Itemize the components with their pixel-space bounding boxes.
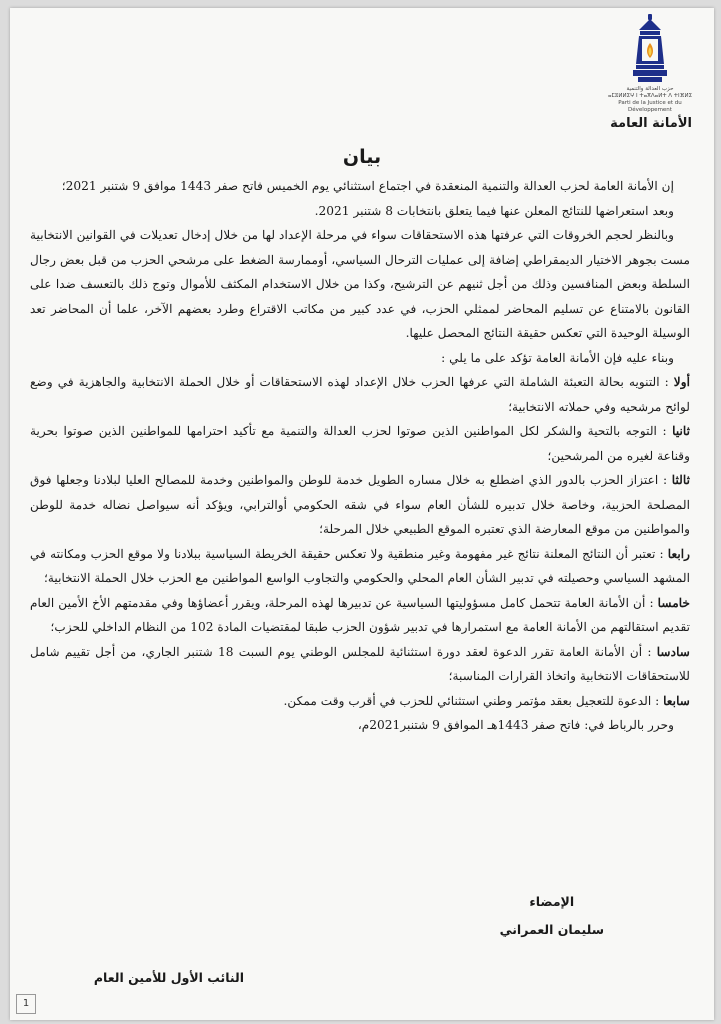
item-label: رابعا — [667, 546, 690, 561]
party-logo — [604, 14, 696, 114]
deputy-title: النائب الأول للأمين العام — [93, 970, 244, 985]
list-item — [30, 640, 690, 689]
signature-block — [500, 888, 604, 944]
logo-party-name-tifinagh: ⴰⵎⵓⵍⵍⵉⵖ ⵏ ⵜⴰⴳⴷⴰⵍⵜ ⴷ ⵜⵏⴼⵍⵉ — [607, 93, 693, 99]
paragraph-3: وبناء عليه فإن الأمانة العامة تؤكد على ما يلي : — [441, 350, 674, 365]
list-item — [30, 591, 690, 640]
document-title: بيان — [342, 146, 382, 168]
list-item — [30, 689, 690, 714]
item-text: : أن الأمانة العامة تتحمل كامل مسؤوليتها السياسية عن تدبيرها لهذه المرحلة، ويقرر أعضاؤها وفي مقدمتهم الأخ الأمين العام تقديم استقالتهم من الأمانة العامة مع استمرارها في تدبير شؤون الحزب طبقا لمقتضيات المادة 102 من النظام الداخلي للحزب؛ — [30, 595, 690, 634]
item-label: سابعا — [663, 693, 690, 708]
list-item — [30, 542, 690, 591]
intro-paragraph: إن الأمانة العامة لحزب العدالة والتنمية المنعقدة في اجتماع استثنائي يوم الخميس فاتح صفر 1443 موافق 9 شتنبر 2021؛ — [61, 179, 674, 193]
list-item — [30, 370, 690, 419]
closing-line: وحرر بالرباط في: فاتح صفر 1443هـ الموافق 9 شتنبر2021م، — [357, 718, 674, 732]
item-label: ثالثا — [671, 473, 690, 487]
item-label: سادسا — [656, 644, 690, 659]
department-name: الأمانة العامة — [610, 116, 692, 131]
item-text: : التنويه بحالة التعبئة الشاملة التي عرفها الحزب خلال الإعداد لهذه الاستحقاقات أو خلال الحملة الانتخابية والجاهزية في وضع لوائح مرشحيه وفي حملاته الانتخابية؛ — [30, 375, 690, 414]
item-text: : تعتبر أن النتائج المعلنة نتائج غير مفهومة وغير منطقية ولا تعكس حقيقة الخريطة السياسية ببلادنا ولا موقع الحزب ومكانته في المشهد السياسي وحصيلته في تدبير الشأن العام المحلي والحكومي والتجاوب الواسع المواطنين مع الحزب خلال الحملة الانتخابية؛ — [30, 546, 690, 585]
logo-party-name-fr: Parti de la Justice et du Développement — [618, 100, 682, 113]
item-text: : التوجه بالتحية والشكر لكل المواطنين الذين صوتوا لحزب العدالة والتنمية مع تأكيد احترامها للمواطنين الذين صوتوا بحرية وقناعة لغيره من المرشحين؛ — [30, 424, 690, 463]
document-body — [30, 174, 690, 738]
document-page — [10, 8, 714, 1020]
paragraph-1: وبعد استعراضها للنتائج المعلن عنها فيما يتعلق بانتخابات 8 شتنبر 2021. — [314, 203, 674, 218]
signature-label: الإمضاء — [529, 894, 575, 909]
page-number: 1 — [16, 994, 36, 1014]
lantern-icon — [630, 14, 670, 86]
item-text: : اعتزاز الحزب بالدور الذي اضطلع به خلال مساره الطويل خدمة للوطن والمواطنين وخدمة للمصالح العليا لبلادنا وجعلها فوق المصلحة الحزبية، وخاصة خلال تدبيره للشأن العام سواء في شقه الحكومي أوالترابي، ويؤكد أنه سيواصل نضاله خدمة للوطن والمواطنين من موقع المعارضة الذي تعتبره الموقع الطبيعي خلال المرحلة؛ — [30, 473, 690, 536]
item-text: : الدعوة للتعجيل بعقد مؤتمر وطني استثنائي للحزب في أقرب وقت ممكن. — [283, 693, 664, 708]
item-label: أولا — [673, 375, 690, 389]
paragraph-2: وبالنظر لحجم الخروقات التي عرفتها هذه الاستحقاقات سواء في مرحلة الإعداد لها من خلال إدخال تعديلات في القوانين الانتخابية مست بجوهر الاختيار الديمقراطي إضافة إلى عمليات الترحال السياسي، أوممارسة الضغط على مرشحي الحزب من قبل بعض رجال السلطة وبعض المنافسين وذلك من أجل ثنيهم عن الترشيح، وكذا من خلال الاستخدام المكثف للأموال وتوج ذلك بالتعسف ضدا على القانون بالامتناع عن تسليم المحاضر لممثلي الحزب، في عدد كبير من مكاتب الاقتراع وطرد بعضهم الآخر، علما أن المحاضر تعد الوسيلة الوحيدة التي تعكس حقيقة النتائج المحصل عليها. — [30, 228, 690, 340]
signatory-name: سليمان العمراني — [499, 922, 604, 937]
list-item — [30, 419, 690, 468]
logo-party-name-ar: حزب العدالة والتنمية — [626, 86, 674, 92]
list-item — [30, 468, 690, 542]
item-label: ثانيا — [672, 424, 690, 438]
item-label: خامسا — [657, 595, 690, 610]
item-text: : أن الأمانة العامة تقرر الدعوة لعقد دورة استثنائية للمجلس الوطني يوم السبت 18 شتنبر الجاري، من أجل تقييم شامل للاستحقاقات الانتخابية واتخاذ القرارات المناسبة؛ — [30, 644, 690, 683]
